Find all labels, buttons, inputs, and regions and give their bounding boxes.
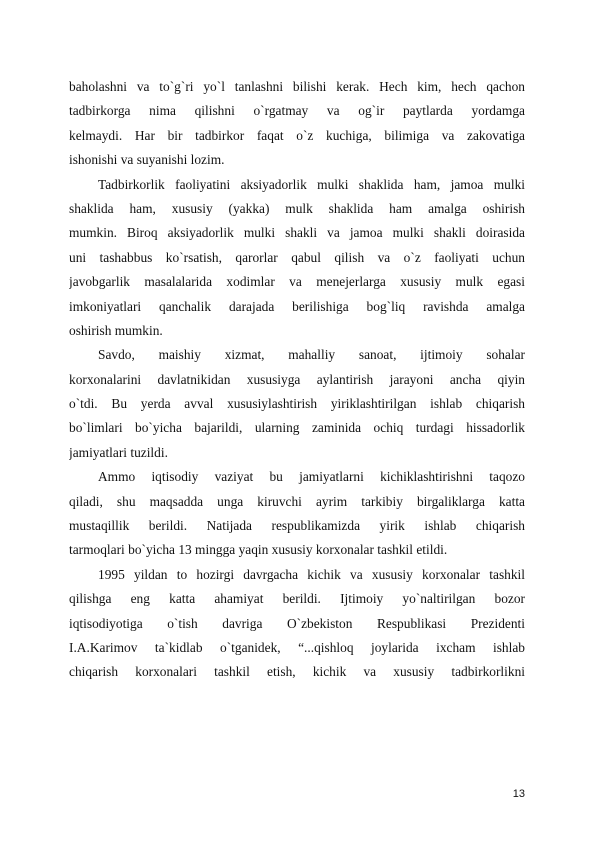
paragraph	[69, 75, 525, 173]
text-line: Tadbirkorlik faoliyatini aksiyadorlik mulki shaklida ham, jamoa mulki	[98, 176, 525, 192]
text-line: uni tashabbus ko`rsatish, qarorlar qabul qilish va o`z faoliyati uchun	[69, 249, 525, 265]
text-line: iqtisodiyotiga o`tish davriga O`zbekiston Respublikasi Prezidenti	[69, 615, 525, 631]
text-line: shaklida ham, xususiy (yakka) mulk shaklida ham amalga oshirish	[69, 200, 525, 216]
text-line: bo`limlari bo`yicha bajarildi, ularning zaminida ochiq turdagi hissadorlik	[69, 420, 525, 436]
text-line: o`tdi. Bu yerda avval xususiylashtirish yiriklashtirilgan ishlab chiqarish	[69, 396, 525, 412]
text-line: ishonishi va suyanishi lozim.	[69, 152, 225, 168]
text-line: I.A.Karimov ta`kidlab o`tganidek, “...qishloq joylarida ixcham ishlab	[69, 639, 525, 655]
text-line: oshirish mumkin.	[69, 322, 163, 338]
paragraph	[69, 173, 525, 344]
text-line: imkoniyatlari qanchalik darajada berilishiga bog`liq ravishda amalga	[69, 298, 525, 314]
paragraph	[69, 343, 525, 465]
text-line: korxonalarini davlatnikidan xususiyga aylantirish jarayoni ancha qiyin	[69, 371, 525, 387]
document-body	[69, 75, 525, 685]
text-line: tarmoqlari bo`yicha 13 mingga yaqin xususiy korxonalar tashkil etildi.	[69, 542, 448, 558]
text-line: chiqarish korxonalari tashkil etish, kichik va xususiy tadbirkorlikni	[69, 664, 525, 680]
text-line: qilishga eng katta ahamiyat berildi. Ijtimoiy yo`naltirilgan bozor	[69, 591, 525, 607]
page-number: 13	[512, 788, 525, 800]
text-line: jamiyatlari tuzildi.	[69, 444, 168, 460]
text-line: baholashni va to`g`ri yo`l tanlashni bilishi kerak. Hech kim, hech qachon	[69, 79, 525, 94]
text-line: kelmaydi. Har bir tadbirkor faqat o`z kuchiga, bilimiga va zakovatiga	[69, 127, 525, 143]
text-line: tadbirkorga nima qilishni o`rgatmay va og`ir paytlarda yordamga	[69, 103, 525, 119]
text-line: 1995 yildan to hozirgi davrgacha kichik va xususiy korxonalar tashkil	[98, 566, 525, 582]
text-line: mustaqillik berildi. Natijada respublikamizda yirik ishlab chiqarish	[69, 518, 525, 534]
text-line: javobgarlik masalalarida xodimlar va menejerlarga xususiy mulk egasi	[69, 274, 525, 290]
text-line: Ammo iqtisodiy vaziyat bu jamiyatlarni kichiklashtirishni taqozo	[98, 469, 525, 485]
text-line: qiladi, shu maqsadda unga kiruvchi ayrim tarkibiy birgaliklarga katta	[69, 493, 525, 509]
paragraph	[69, 563, 525, 685]
paragraph	[69, 465, 525, 563]
text-line: mumkin. Biroq aksiyadorlik mulki shakli va jamoa mulki shakli doirasida	[69, 225, 525, 241]
text-line: Savdo, maishiy xizmat, mahalliy sanoat, ijtimoiy sohalar	[98, 347, 525, 363]
